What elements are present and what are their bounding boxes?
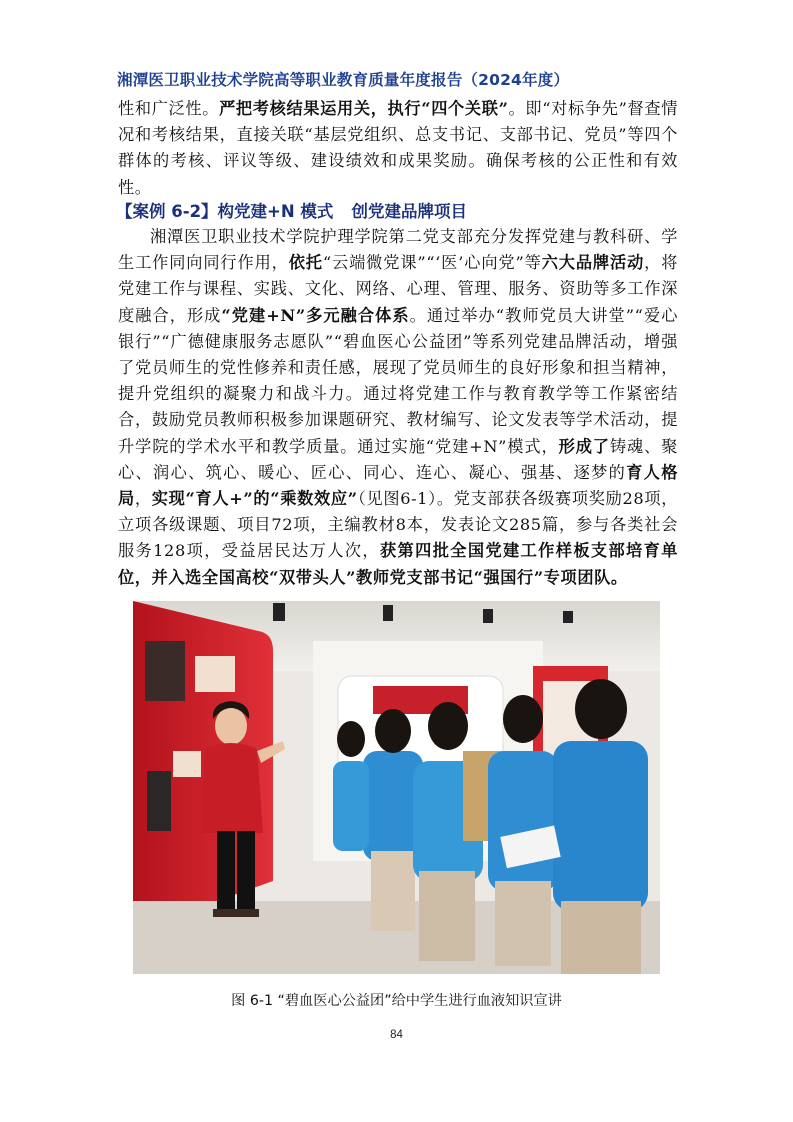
case-subtitle: 创党建品牌项目 bbox=[351, 202, 467, 221]
body-bold-5: 育人格局 bbox=[118, 462, 678, 509]
body-bold-2: 六大品牌活动 bbox=[541, 253, 645, 273]
case-body-paragraph bbox=[118, 224, 678, 591]
intro-text-2: 。即“对标争先”督查情况和考核结果，直接关联“基层党组织、总支书记、支部书记、党员”等四个群体的考核、评议等级、建设绩效和成果奖励。确保考核的公正性和有效性。 bbox=[118, 99, 678, 197]
intro-text-1: 性和广泛性。 bbox=[118, 99, 220, 118]
body-text-1: 湘潭医卫职业技术学院护理学院第二党支部充分发挥党建与教科研、学生工作同向同行作用， bbox=[118, 227, 678, 273]
body-text-4: 。通过举办“教师党员大讲堂”“爱心银行”“广德健康服务志愿队”“碧血医心公益团”等系列党建品牌活动，增强了党员师生的党性修养和责任感，展现了党员师生的良好形象和担当精神，提升党组织的凝聚力和战斗力。通过将党建工作与教育教学等工作紧密结合，鼓励党员教师积极参加课题研究、教材编写、论文发表等学术活动，提升学院的学术水平和教学质量。通过实施“党建+N”模式， bbox=[118, 305, 678, 456]
body-bold-6: 实现“育人+”的“乘数效应” bbox=[151, 489, 358, 509]
body-text-2: “云端微党课”“‘医’心向党”等 bbox=[322, 253, 542, 273]
page-number: 84 bbox=[390, 1029, 403, 1041]
body-text-5: 铸魂、聚心、润心、筑心、暖心、匠心、同心、连心、凝心、强基、逐梦的 bbox=[118, 436, 678, 482]
body-text-6: ， bbox=[134, 489, 152, 509]
body-bold-1: 依托 bbox=[288, 253, 323, 273]
intro-bold-1: 严把考核结果运用关，执行“四个关联” bbox=[219, 99, 509, 118]
body-text-3: ，将党建工作与课程、实践、文化、网络、心理、管理、服务、资助等多工作深度融合，形成 bbox=[118, 253, 679, 325]
body-bold-3: “党建+N”多元融合体系 bbox=[221, 305, 410, 325]
figure-photo bbox=[133, 601, 660, 974]
figure-caption: 图 6-1 “碧血医心公益团”给中学生进行血液知识宣讲 bbox=[231, 993, 562, 1009]
body-text-7: （见图6-1）。党支部获各级赛项奖励28项，立项各级课题、项目72项，主编教材8本，发表论文285篇，参与各类社会服务128项，受益居民达万人次， bbox=[118, 489, 678, 561]
report-header: 湘潭医卫职业技术学院高等职业教育质量年度报告（2024年度） bbox=[117, 71, 570, 89]
body-bold-4: 形成了 bbox=[558, 436, 610, 456]
case-label: 【案例 6-2】构党建+N 模式 bbox=[116, 202, 334, 221]
case-title bbox=[116, 198, 467, 222]
intro-paragraph bbox=[118, 96, 678, 201]
body-bold-7: 获第四批全国党建工作样板支部培育单位，并入选全国高校“双带头人”教师党支部书记“强国行”专项团队。 bbox=[118, 541, 678, 587]
